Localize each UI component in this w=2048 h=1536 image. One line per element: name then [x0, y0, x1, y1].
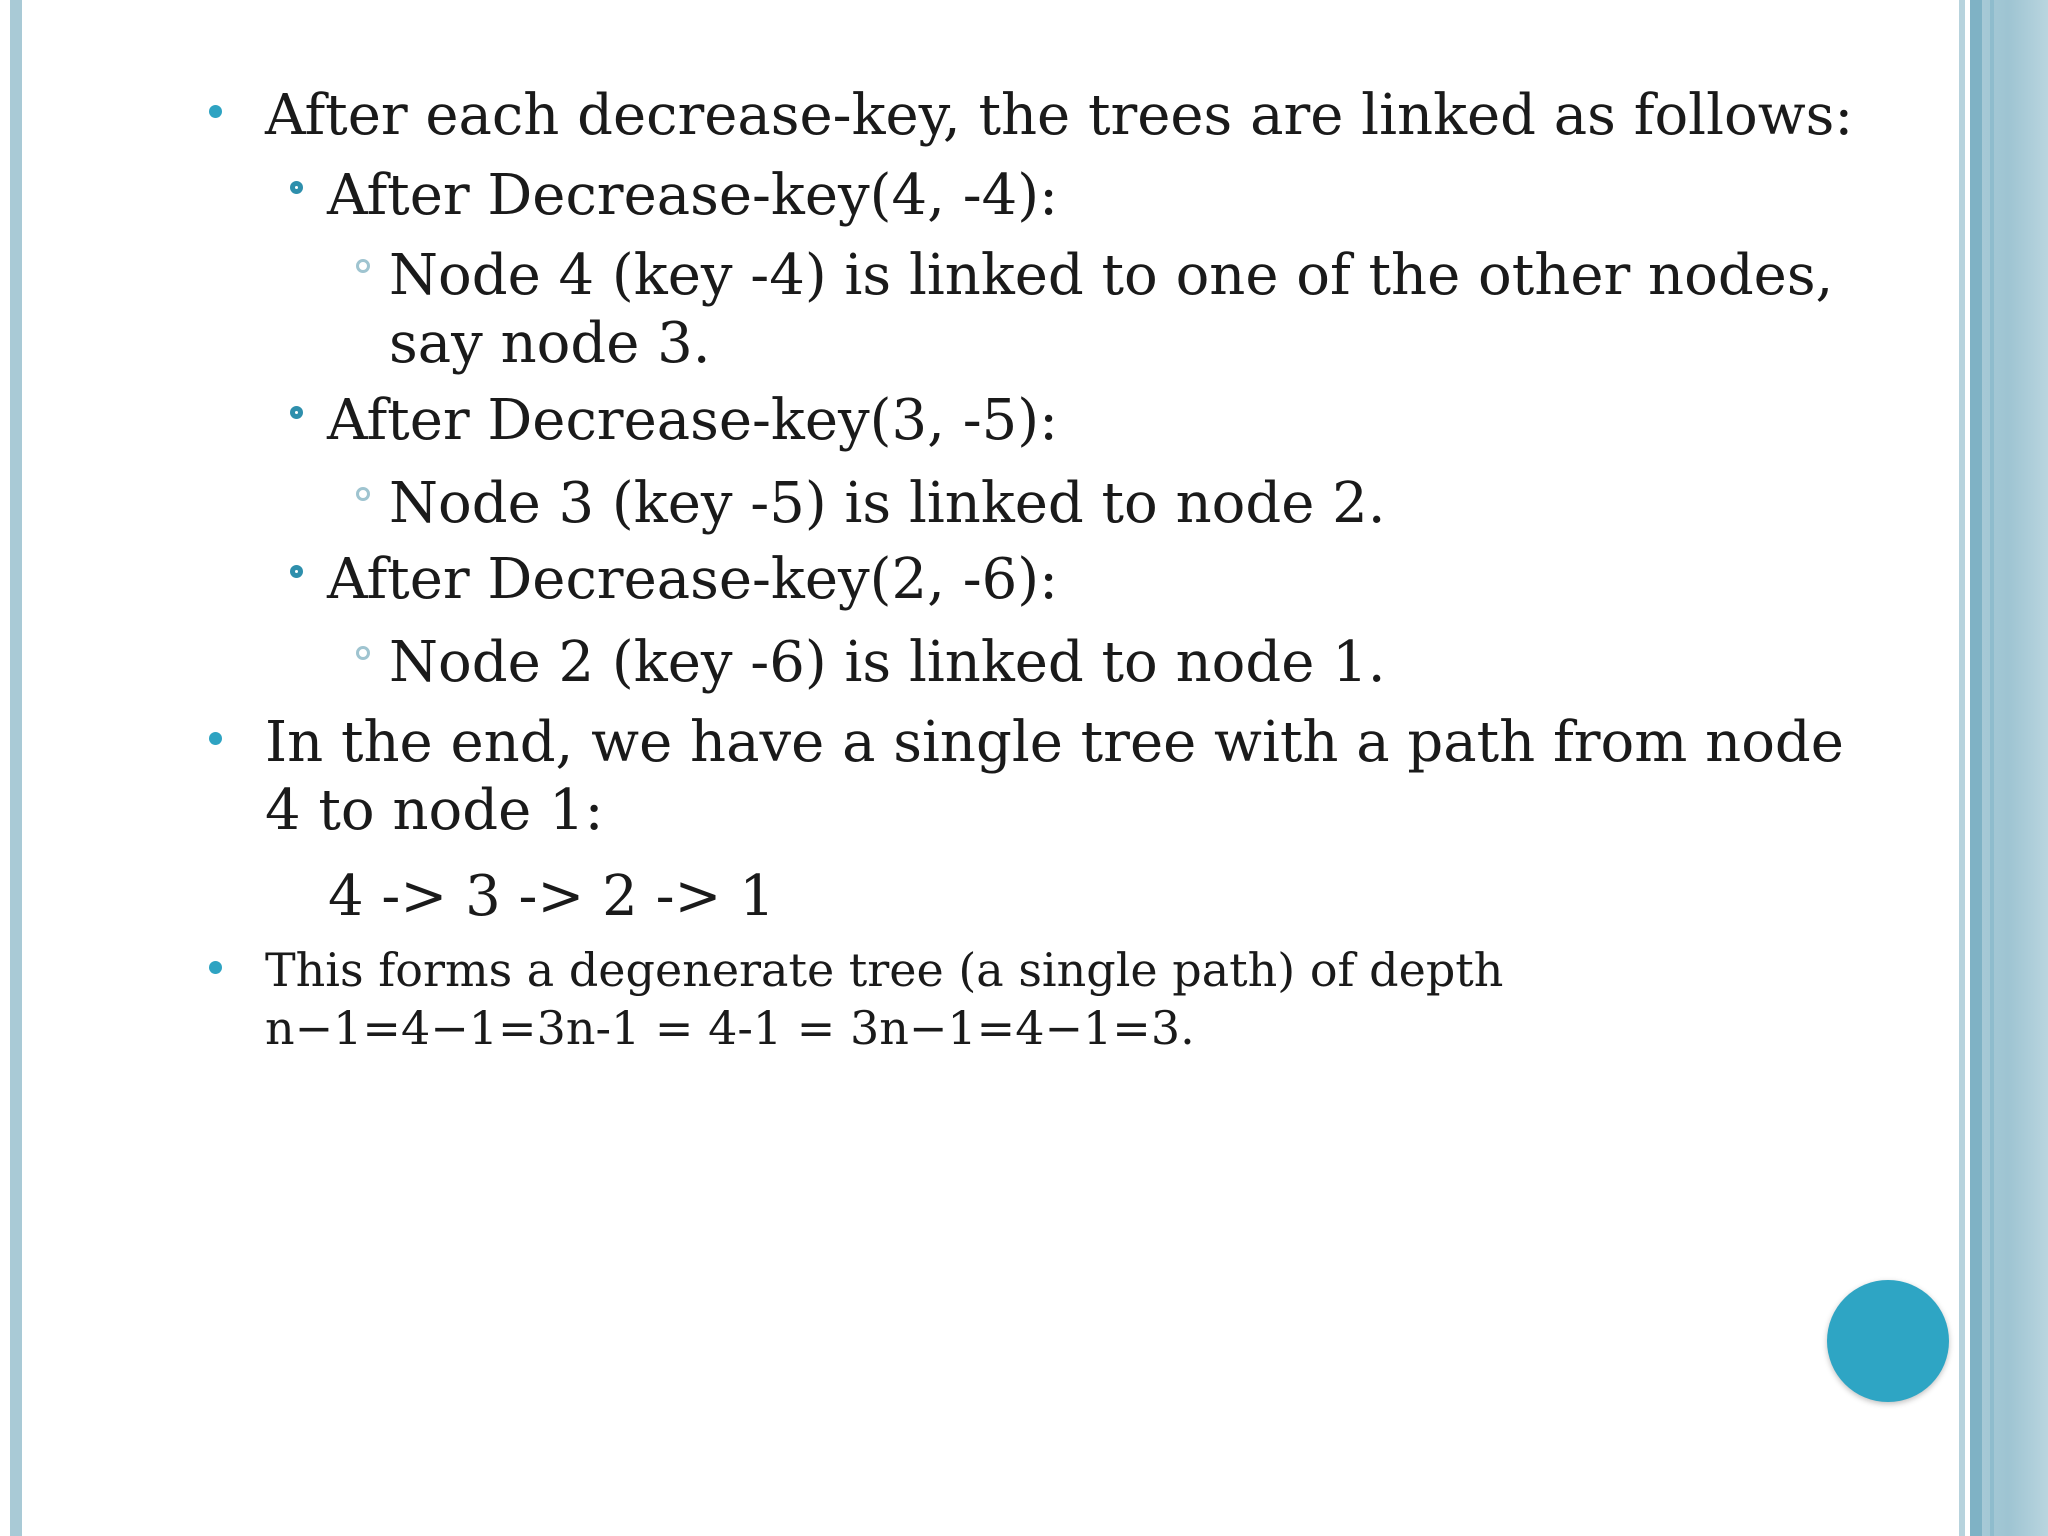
- bullet-dot-icon: [209, 961, 222, 974]
- bullet-2-line-1: In the end, we have a single tree with a path from node: [265, 710, 1844, 775]
- sub-1-detail-line-1: Node 4 (key -4) is linked to one of the other nodes,: [389, 243, 1834, 308]
- right-decorative-band-thin: [1959, 0, 1965, 1536]
- sub-3-detail: Node 2 (key -6) is linked to node 1.: [389, 630, 1386, 695]
- sub-bullet-ring-icon: [290, 181, 303, 194]
- bullet-dot-icon: [209, 732, 222, 745]
- path-expression: 4 -> 3 -> 2 -> 1: [328, 864, 775, 929]
- sub-sub-bullet-ring-icon: [356, 487, 370, 501]
- sub-bullet-3-text: After Decrease-key(2, -6):: [327, 547, 1058, 612]
- bullet-2-line-2: 4 to node 1:: [265, 778, 604, 843]
- sub-1-detail-line-2: say node 3.: [389, 311, 711, 376]
- left-decorative-stripe: [10, 0, 22, 1536]
- sub-bullet-1-text: After Decrease-key(4, -4):: [327, 163, 1058, 228]
- right-decorative-band-dark: [1970, 0, 1982, 1536]
- sub-sub-bullet-ring-icon: [356, 259, 370, 273]
- bullet-1-text: After each decrease-key, the trees are linked as follows:: [265, 83, 1854, 148]
- sub-bullet-ring-icon: [290, 565, 303, 578]
- sub-sub-bullet-ring-icon: [356, 646, 370, 660]
- sub-2-detail: Node 3 (key -5) is linked to node 2.: [389, 471, 1386, 536]
- bullet-3-line-2: n−1=4−1=3n-1 = 4-1 = 3n−1=4−1=3.: [265, 1001, 1195, 1055]
- right-decorative-band-line: [1990, 0, 1994, 1536]
- decorative-circle: [1827, 1280, 1949, 1402]
- bullet-3-line-1: This forms a degenerate tree (a single path) of depth: [265, 943, 1504, 997]
- bullet-dot-icon: [209, 105, 222, 118]
- sub-bullet-ring-icon: [290, 406, 303, 419]
- sub-bullet-2-text: After Decrease-key(3, -5):: [327, 388, 1058, 453]
